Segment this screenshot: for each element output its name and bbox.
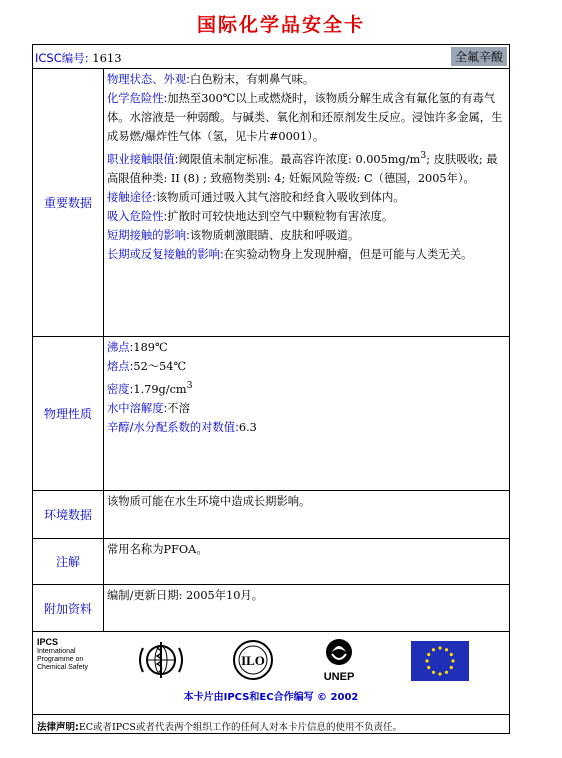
item-density xyxy=(107,376,506,399)
item-key: 密度: xyxy=(107,382,134,396)
item-key: 化学危险性: xyxy=(107,92,168,105)
item-key: 辛醇/水分配系数的对数值: xyxy=(107,420,239,434)
additional-label: 附加资料 xyxy=(33,585,104,631)
unep-logo-icon xyxy=(317,636,361,672)
item-key: 职业接触限值: xyxy=(107,152,179,166)
notes-label: 注解 xyxy=(33,539,104,584)
logos-row xyxy=(33,632,509,715)
eu-star-icon xyxy=(450,666,453,669)
item-text: ; 皮肤吸收; 最高限值种类: II (8) ; 致癌物类别: 4; 妊娠风险等级: C（德国，2005年）。 xyxy=(107,152,498,185)
important-data-row xyxy=(33,69,509,337)
eu-star-icon xyxy=(427,666,430,669)
item-melting-point xyxy=(107,357,506,376)
additional-row xyxy=(33,585,509,632)
item-key: 熔点: xyxy=(107,360,134,373)
item-exposure-limits xyxy=(107,146,506,188)
item-log-pow xyxy=(107,418,506,437)
ipcs-title: IPCS xyxy=(37,637,59,647)
eu-star-icon xyxy=(450,653,453,656)
item-text: 1.79g/cm xyxy=(133,382,187,396)
eu-star-icon xyxy=(451,659,454,662)
item-text: 扩散时可较快地达到空气中颗粒物有害浓度。 xyxy=(167,209,394,223)
eu-star-icon xyxy=(438,646,441,649)
environment-label: 环境数据 xyxy=(33,491,104,538)
eu-star-icon xyxy=(445,671,448,674)
legal-row xyxy=(33,715,509,733)
item-short-term-effects xyxy=(107,226,506,245)
eu-flag-icon xyxy=(411,641,469,681)
environment-content: 该物质可能在水生环境中造成长期影响。 xyxy=(107,495,311,508)
item-text: 6.3 xyxy=(238,420,257,434)
superscript: 3 xyxy=(420,150,427,161)
item-key: 短期接触的影响: xyxy=(107,228,190,242)
item-water-solubility xyxy=(107,399,506,418)
icsc-value: 1613 xyxy=(92,51,122,65)
safety-card xyxy=(32,44,510,734)
item-text: 52～54℃ xyxy=(133,360,187,373)
item-boiling-point xyxy=(107,338,506,357)
item-text: 加热至300℃以上或燃烧时，该物质分解生成含有氟化氢的有毒气体。水溶液是一种弱酸。与碱类、氧化剂和还原剂发生反应。浸蚀许多金属，生成易燃/爆炸性气体（氢，见卡片#0001）。 xyxy=(107,92,503,143)
item-text: 该物质可通过吸入其气溶胶和经食入吸收到体内。 xyxy=(156,190,405,204)
item-key: 水中溶解度: xyxy=(107,401,168,415)
eu-star-icon xyxy=(432,671,435,674)
ipcs-logo-text xyxy=(37,638,88,672)
physical-properties-row xyxy=(33,337,509,491)
legal-label: 法律声明: xyxy=(37,722,79,733)
unep-label: UNEP xyxy=(323,671,355,683)
item-exposure-route xyxy=(107,188,506,207)
eu-star-icon xyxy=(425,659,428,662)
icsc-row xyxy=(33,45,509,69)
additional-content: 编制/更新日期: 2005年10月。 xyxy=(107,589,264,602)
chemical-name: 全氟辛酸 xyxy=(451,47,507,66)
ilo-emblem-icon xyxy=(227,638,279,682)
item-text: 不溶 xyxy=(167,401,190,415)
item-physical-state xyxy=(107,70,506,89)
superscript: 3 xyxy=(186,380,193,391)
item-text: 在实验动物身上发现肿瘤，但是可能与人类无关。 xyxy=(223,247,473,261)
item-key: 吸入危险性: xyxy=(107,209,168,223)
notes-content: 常用名称为PFOA。 xyxy=(107,543,208,556)
item-text: 该物质刺激眼睛、皮肤和呼吸道。 xyxy=(189,228,360,242)
eu-star-icon xyxy=(432,648,435,651)
item-text: 阈限值未制定标准。最高容许浓度: 0.005mg/m xyxy=(178,152,421,166)
item-text: 189℃ xyxy=(133,341,168,354)
cooperation-note: 本卡片由IPCS和EC合作编写 © 2002 xyxy=(183,692,359,703)
item-long-term-effects xyxy=(107,245,506,264)
ipcs-line: Chemical Safety xyxy=(37,664,88,671)
who-emblem-icon xyxy=(135,638,187,682)
item-key: 长期或反复接触的影响: xyxy=(107,247,224,261)
physical-properties-label: 物理性质 xyxy=(33,337,104,490)
item-key: 接触途径: xyxy=(107,190,156,204)
notes-row xyxy=(33,539,509,585)
legal-disclaimer xyxy=(37,719,402,733)
ipcs-line: Programme on xyxy=(37,656,84,663)
item-key: 物理状态、外观: xyxy=(107,73,190,86)
eu-star-icon xyxy=(438,672,441,675)
item-key: 沸点: xyxy=(107,341,134,354)
item-text: 白色粉末，有刺鼻气味。 xyxy=(189,73,315,86)
environment-row xyxy=(33,491,509,539)
icsc-label: ICSC编号: xyxy=(35,51,89,65)
important-data-content xyxy=(104,69,509,336)
legal-text: EC或者IPCS或者代表两个组织工作的任何人对本卡片信息的使用不负责任。 xyxy=(78,722,402,733)
icsc-number xyxy=(35,50,122,66)
item-inhalation-hazard xyxy=(107,207,506,226)
ilo-emblem-text: ILO xyxy=(241,653,265,668)
important-data-label: 重要数据 xyxy=(33,69,104,336)
ipcs-line: International xyxy=(37,648,76,655)
item-chemical-hazard xyxy=(107,89,506,146)
eu-star-icon xyxy=(427,653,430,656)
eu-star-icon xyxy=(445,648,448,651)
physical-properties-content xyxy=(104,337,509,490)
card-title: 国际化学品安全卡 xyxy=(196,14,365,36)
